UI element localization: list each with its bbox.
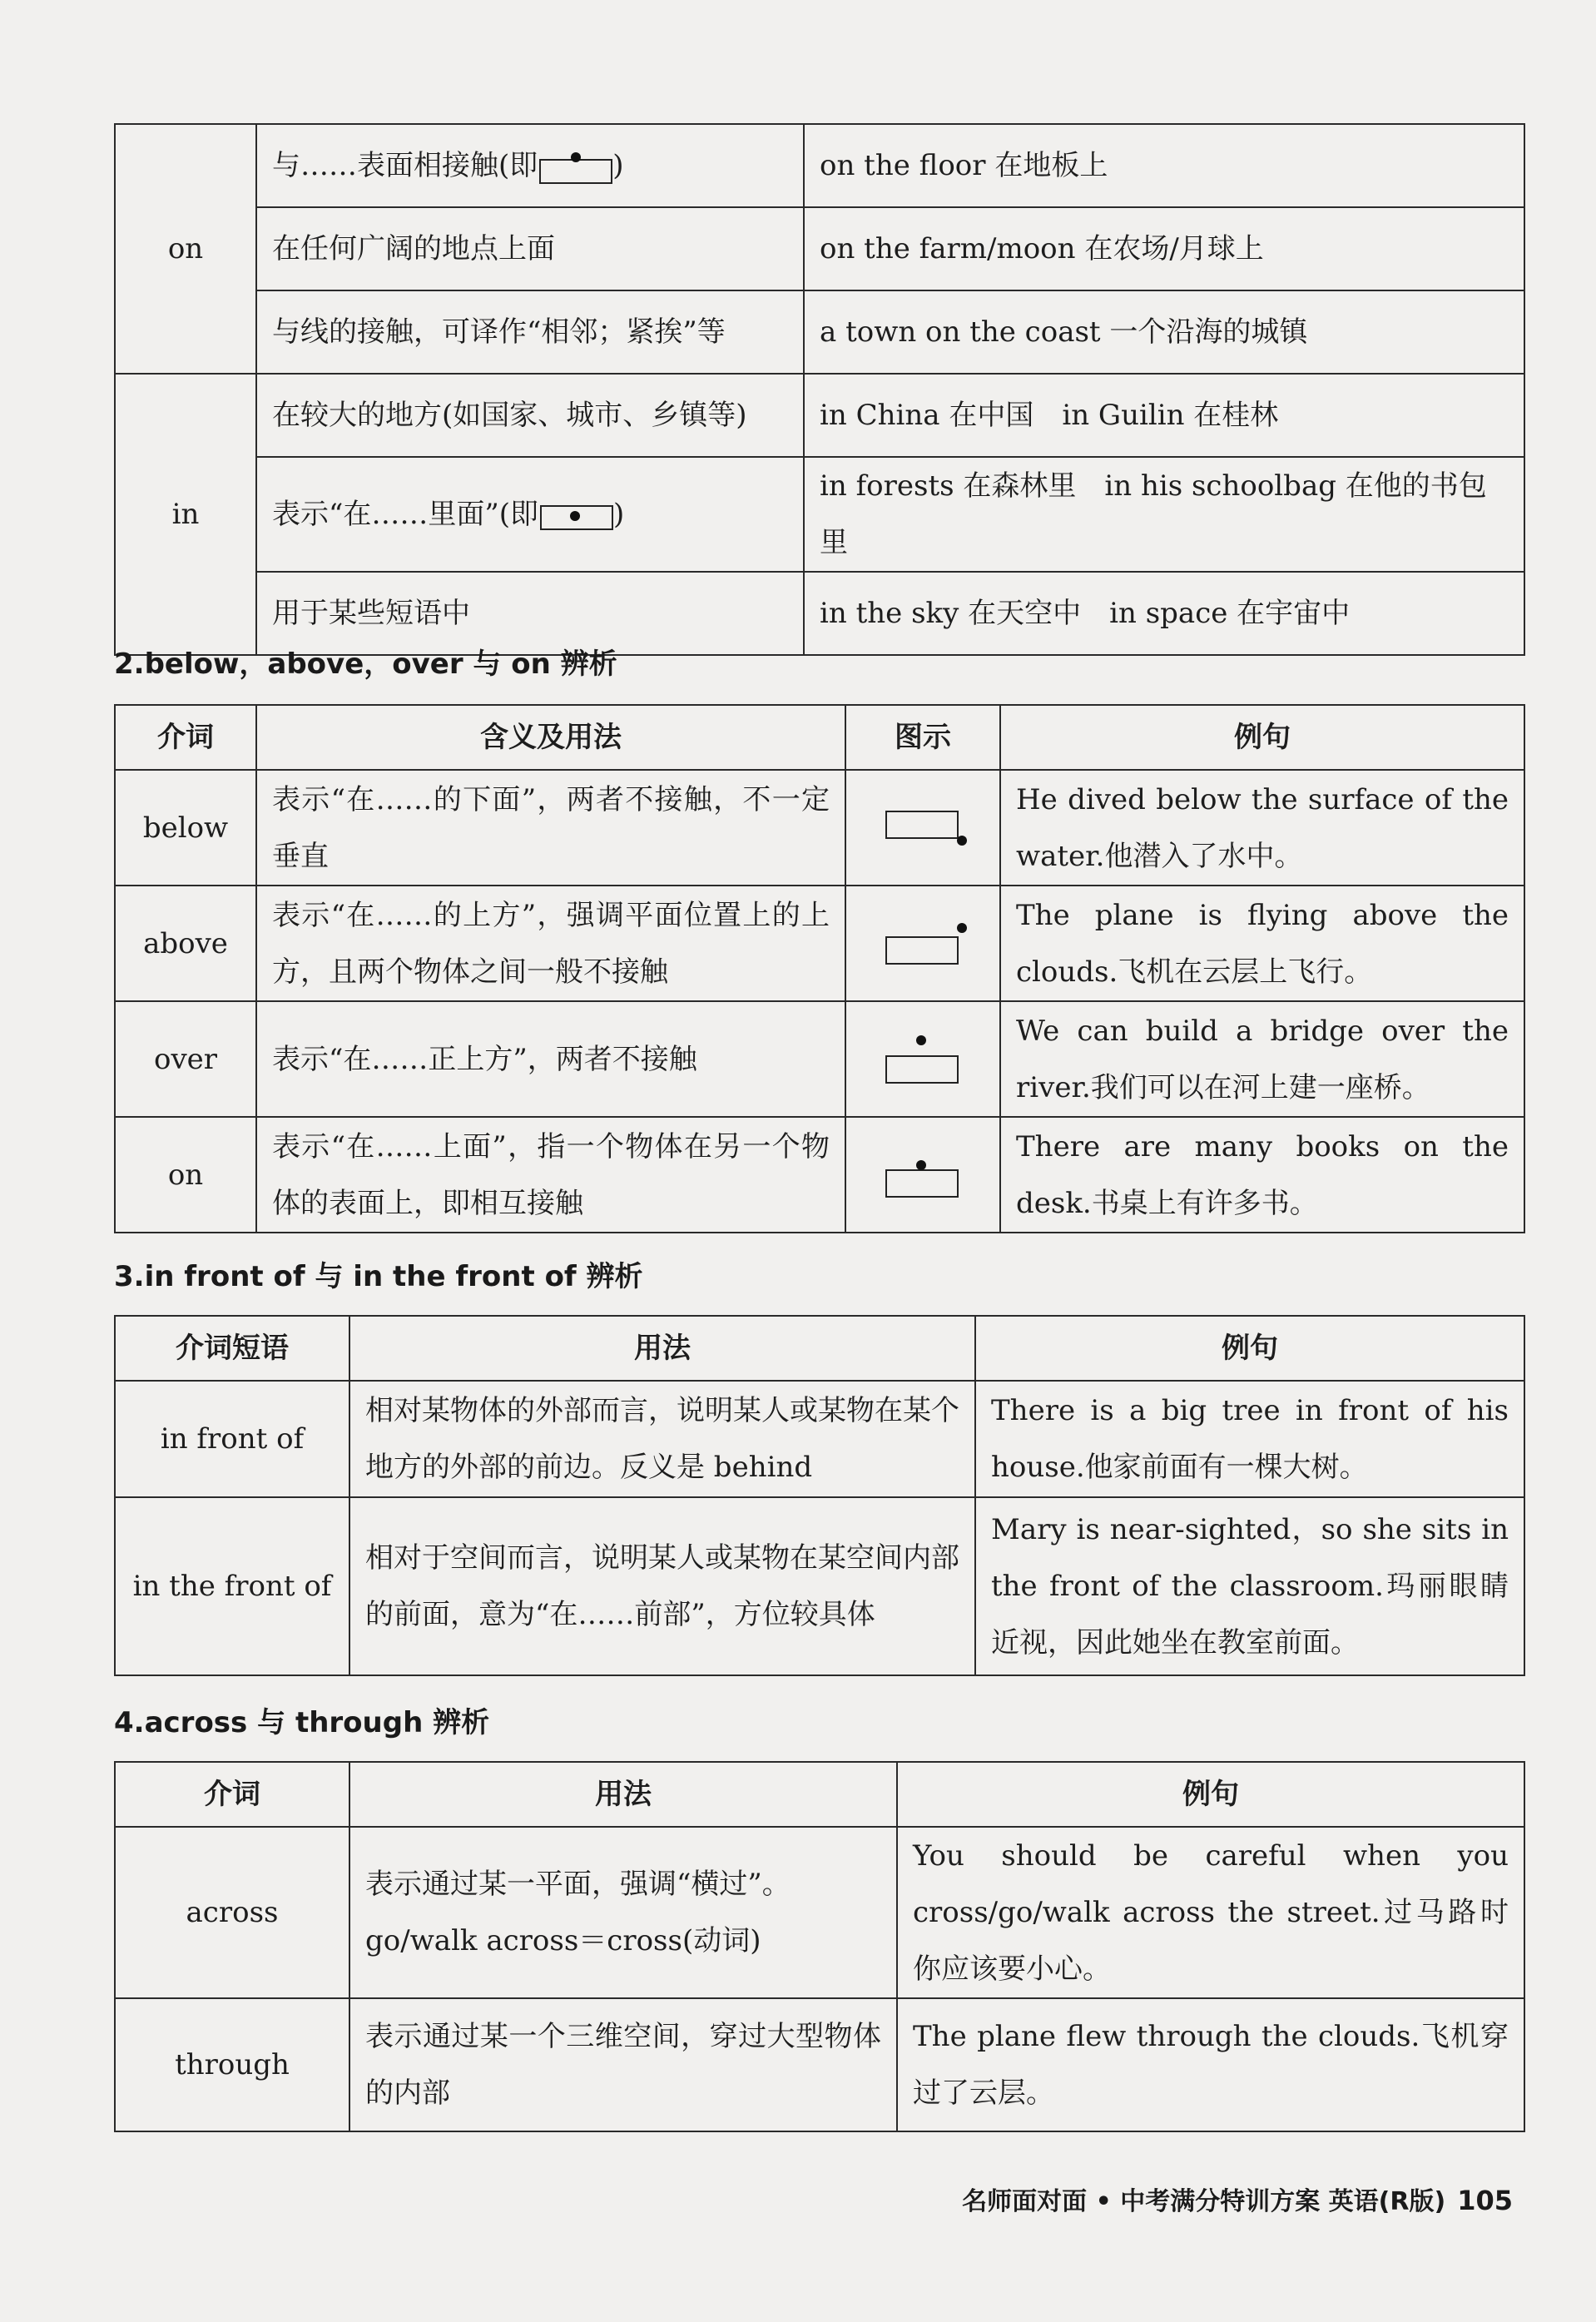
over-diagram: [845, 1001, 1000, 1117]
table-row: [115, 1827, 1524, 1998]
table-below-above-over-on: [114, 704, 1525, 1233]
section-4-title: 4.across 与 through 辨析: [114, 1706, 490, 1739]
table-row: [115, 124, 1524, 207]
example-cell: The plane is flying above the clouds.飞机在云层上飞行。: [1000, 886, 1524, 1001]
table-row: [115, 374, 1524, 457]
usage-cell: 表示“在……上面”，指一个物体在另一个物体的表面上，即相互接触: [256, 1117, 845, 1233]
usage-cell: 表示“在……的下面”，两者不接触，不一定垂直: [256, 770, 845, 886]
example-cell: in the sky 在天空中 in space 在宇宙中: [804, 572, 1524, 655]
prep-cell: over: [115, 1001, 256, 1117]
usage-cell: 表示“在……里面”(即 ): [256, 457, 804, 572]
on-surface-diagram: [538, 151, 612, 184]
prep-cell: below: [115, 770, 256, 886]
header-phrase: 介词短语: [115, 1316, 349, 1381]
header-example: 例句: [1000, 705, 1524, 770]
table-row: [115, 1001, 1524, 1117]
table-row: [115, 886, 1524, 1001]
example-cell: The plane flew through the clouds.飞机穿过了云层。: [897, 1998, 1524, 2131]
example-cell: We can build a bridge over the river.我们可以在河上建一座桥。: [1000, 1001, 1524, 1117]
table-row: [115, 207, 1524, 290]
example-cell: a town on the coast 一个沿海的城镇: [804, 290, 1524, 374]
table-header-row: [115, 1316, 1524, 1381]
below-diagram: [845, 770, 1000, 886]
table-row: [115, 1381, 1524, 1497]
prep-cell: in: [115, 374, 256, 655]
usage-cell: 与线的接触，可译作“相邻；紧挨”等: [256, 290, 804, 374]
header-diagram: 图示: [845, 705, 1000, 770]
example-cell: on the farm/moon 在农场/月球上: [804, 207, 1524, 290]
book-title: 名师面对面 • 中考满分特训方案 英语(R版): [962, 2187, 1446, 2216]
prep-cell: on: [115, 1117, 256, 1233]
table-row: [115, 1998, 1524, 2131]
table-row: [115, 770, 1524, 886]
in-inside-diagram: [538, 502, 613, 530]
table-row: [115, 1117, 1524, 1233]
header-example: 例句: [897, 1762, 1524, 1827]
usage-cell: 表示“在……正上方”，两者不接触: [256, 1001, 845, 1117]
example-cell: in China 在中国 in Guilin 在桂林: [804, 374, 1524, 457]
example-cell: There is a big tree in front of his house.他家前面有一棵大树。: [975, 1381, 1524, 1497]
page-footer: [962, 2181, 1513, 2217]
usage-cell: 表示通过某一平面，强调“横过”。 go/walk across＝cross(动词): [349, 1827, 897, 1998]
usage-cell: 在较大的地方(如国家、城市、乡镇等): [256, 374, 804, 457]
table-row: [115, 457, 1524, 572]
usage-cell: 在任何广阔的地点上面: [256, 207, 804, 290]
table-row: [115, 290, 1524, 374]
phrase-cell: in front of: [115, 1381, 349, 1497]
example-cell: in forests 在森林里 in his schoolbag 在他的书包里: [804, 457, 1524, 572]
on-diagram: [845, 1117, 1000, 1233]
prep-cell: across: [115, 1827, 349, 1998]
prep-cell: above: [115, 886, 256, 1001]
phrase-cell: in the front of: [115, 1497, 349, 1675]
table-in-front-of: [114, 1315, 1525, 1676]
usage-cell: 用于某些短语中: [256, 572, 804, 655]
example-cell: Mary is near-sighted，so she sits in the front of the classroom.玛丽眼睛近视，因此她坐在教室前面。: [975, 1497, 1524, 1675]
table-row: [115, 1497, 1524, 1675]
header-usage: 用法: [349, 1762, 897, 1827]
header-example: 例句: [975, 1316, 1524, 1381]
prep-cell: through: [115, 1998, 349, 2131]
usage-cell: 相对某物体的外部而言，说明某人或某物在某个地方的外部的前边。反义是 behind: [349, 1381, 975, 1497]
usage-cell: 与……表面相接触(即 ): [256, 124, 804, 207]
usage-cell: 相对于空间而言，说明某人或某物在某空间内部的前面，意为“在……前部”，方位较具体: [349, 1497, 975, 1675]
example-cell: He dived below the surface of the water.他潜入了水中。: [1000, 770, 1524, 886]
usage-cell: 表示通过某一个三维空间，穿过大型物体的内部: [349, 1998, 897, 2131]
example-cell: on the floor 在地板上: [804, 124, 1524, 207]
table-header-row: [115, 1762, 1524, 1827]
section-2-title: 2.below，above，over 与 on 辨析: [114, 647, 617, 681]
table-header-row: [115, 705, 1524, 770]
usage-cell: 表示“在……的上方”，强调平面位置上的上方，且两个物体之间一般不接触: [256, 886, 845, 1001]
header-usage: 含义及用法: [256, 705, 845, 770]
header-prep: 介词: [115, 1762, 349, 1827]
table-across-through: [114, 1761, 1525, 2132]
above-diagram: [845, 886, 1000, 1001]
example-cell: There are many books on the desk.书桌上有许多书。: [1000, 1117, 1524, 1233]
section-3-title: 3.in front of 与 in the front of 辨析: [114, 1260, 643, 1293]
header-usage: 用法: [349, 1316, 975, 1381]
header-prep: 介词: [115, 705, 256, 770]
page-number: 105: [1457, 2185, 1513, 2216]
example-cell: You should be careful when you cross/go/walk across the street.过马路时你应该要小心。: [897, 1827, 1524, 1998]
prep-cell: on: [115, 124, 256, 374]
table-on-in: [114, 123, 1525, 656]
